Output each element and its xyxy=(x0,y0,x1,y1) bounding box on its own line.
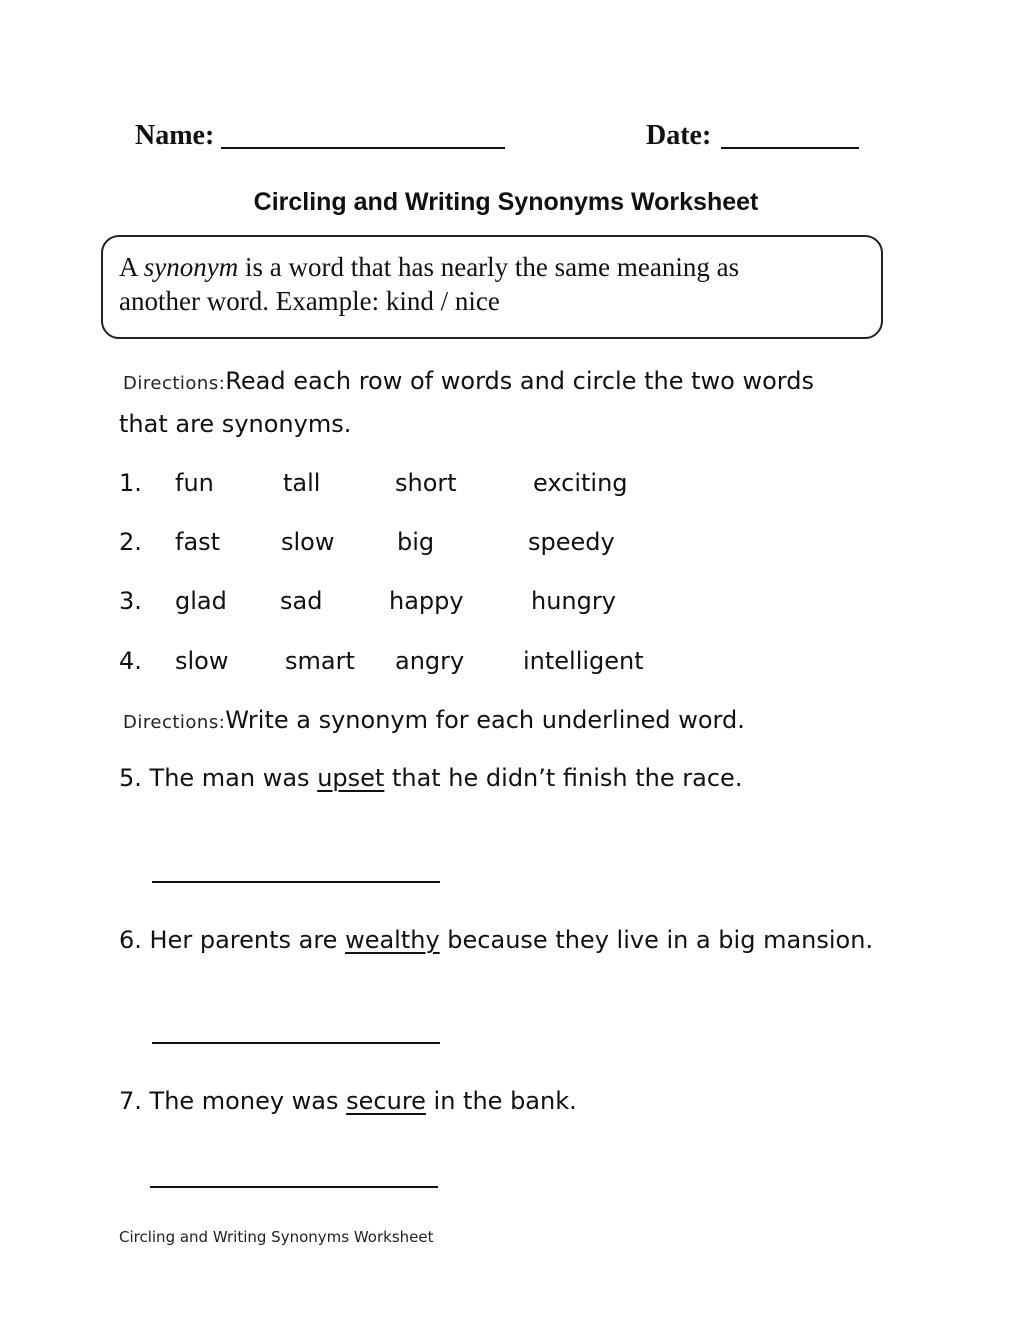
question-text: in the bank. xyxy=(425,1087,577,1115)
question-text: 5. The man was xyxy=(119,764,318,792)
underlined-word: upset xyxy=(317,764,385,792)
section2-directions xyxy=(123,705,745,738)
word-option[interactable]: fun xyxy=(175,469,214,497)
row-number: 2. xyxy=(119,528,142,556)
word-option[interactable]: angry xyxy=(395,647,465,675)
word-option[interactable]: intelligent xyxy=(523,647,644,675)
date-field-line[interactable] xyxy=(721,147,859,149)
word-option[interactable]: tall xyxy=(283,469,321,497)
directions-text: Read each row of words and circle the two words xyxy=(225,367,814,395)
word-option[interactable]: smart xyxy=(285,647,355,675)
row-number: 4. xyxy=(119,647,142,675)
directions-text: Write a synonym for each underlined word. xyxy=(225,706,745,734)
definition-term: synonym xyxy=(143,252,239,282)
answer-line[interactable] xyxy=(152,1042,440,1044)
question-text: because they live in a big mansion. xyxy=(439,926,874,954)
answer-line[interactable] xyxy=(150,1186,438,1188)
underlined-word: secure xyxy=(346,1087,426,1115)
word-option[interactable]: exciting xyxy=(533,469,628,497)
section1-directions-line2: that are synonyms. xyxy=(119,410,352,438)
directions-tag: Directions: xyxy=(123,712,226,733)
row-number: 3. xyxy=(119,587,142,615)
word-option[interactable]: happy xyxy=(389,587,464,615)
word-option[interactable]: hungry xyxy=(531,587,616,615)
definition-line-2: another word. Example: kind / nice xyxy=(119,286,500,316)
question-5 xyxy=(119,763,742,793)
name-field-line[interactable] xyxy=(221,147,505,149)
definition-text xyxy=(119,250,859,318)
definition-line-1 xyxy=(119,250,859,284)
page-footer: Circling and Writing Synonyms Worksheet xyxy=(119,1228,434,1246)
word-option[interactable]: slow xyxy=(281,528,335,556)
word-option[interactable]: speedy xyxy=(528,528,615,556)
name-label: Name: xyxy=(135,120,215,151)
question-7 xyxy=(119,1086,577,1116)
row-number: 1. xyxy=(119,469,142,497)
definition-prefix: A xyxy=(119,252,138,282)
question-text: 6. Her parents are xyxy=(119,926,346,954)
worksheet-title: Circling and Writing Synonyms Worksheet xyxy=(253,188,759,216)
word-option[interactable]: big xyxy=(397,528,435,556)
question-text: that he didn’t finish the race. xyxy=(384,764,743,792)
definition-rest: is a word that has nearly the same meaning as xyxy=(245,252,740,282)
word-option[interactable]: glad xyxy=(175,587,227,615)
word-option[interactable]: fast xyxy=(175,528,221,556)
date-label: Date: xyxy=(646,120,712,151)
directions-tag: Directions: xyxy=(123,373,226,394)
underlined-word: wealthy xyxy=(345,926,440,954)
answer-line[interactable] xyxy=(152,881,440,883)
word-option[interactable]: short xyxy=(395,469,457,497)
question-text: 7. The money was xyxy=(119,1087,347,1115)
word-option[interactable]: slow xyxy=(175,647,229,675)
word-option[interactable]: sad xyxy=(280,587,323,615)
section1-directions xyxy=(123,366,814,399)
question-6 xyxy=(119,925,873,955)
